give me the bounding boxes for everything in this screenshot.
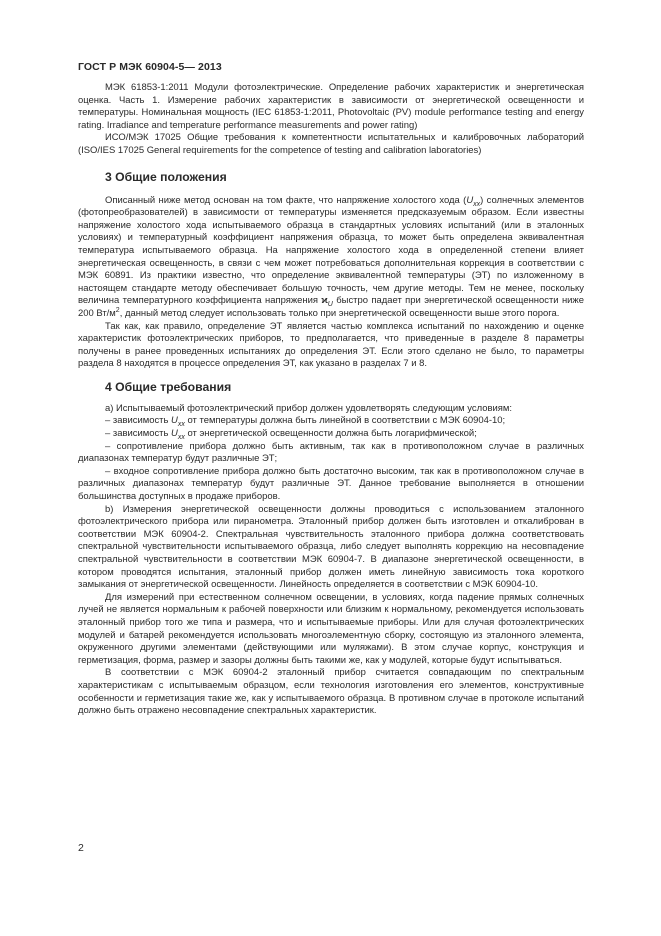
section-3-title: 3 Общие положения xyxy=(105,169,227,184)
requirement-a-item-4: – входное сопротивление прибора должно быть достаточно высоким, так как в противоположном случае в различных диапазонах температур будут различные ЭТ. Данное требование выполняется в отношении большинства доступных в продаже приборов. xyxy=(78,465,584,503)
section-3-paragraph-2: Так как, как правило, определение ЭТ является частью комплекса испытаний по нахождению и оценке характеристик фотоэлектрических приборов, то предполагается, что приведенные в разделе 8 параметры получены в ранее проведенных испытаниях до определения ЭТ. Если этого сделано не было, то параметры раздела 8 находятся в процессе определения ЭТ, как указано в разделах 7 и 8. xyxy=(78,320,584,370)
requirement-spectral-match: В соответствии с МЭК 60904-2 эталонный прибор считается совпадающим по спектральным характеристикам с испытываемым образцом, если технология изготовления его элементов, конструктивные особенности и герметизация такие же, как у испытываемого образца. В противном случае в протоколе испытаний должно быть отражено несовпадение спектральных характеристик. xyxy=(78,667,584,717)
page-number: 2 xyxy=(78,842,84,854)
requirement-a-item-1: – зависимость $U_{xx}$ от температуры должна быть линейной в соответствии с МЭК 60904-10; xyxy=(105,415,506,429)
page-content xyxy=(78,82,584,718)
requirement-a-item-3: – сопротивление прибора должно быть активным, так как в противоположном случае в различных диапазонах температур будут различные ЭТ; xyxy=(78,440,584,465)
requirement-a-item-2: – зависимость $U_{xx}$ от энергетической освещенности должна быть логарифмической; xyxy=(105,428,477,441)
reference-iec-61853: МЭК 61853-1:2011 Модули фотоэлектрические. Определение рабочих характеристик и энергетическая оценка. Часть 1. Измерение рабочих характеристик в зависимости от энергетической освещенности и температуры. Номинальная мощность (IEC 61853-1:2011, Photovoltaic (PV) module performance testing and energy rating. Irradiance and temperature performance measurements and power rating) xyxy=(78,82,584,131)
requirement-a-intro: а) Испытываемый фотоэлектрический прибор должен удовлетворять следующим условиям: xyxy=(105,402,512,414)
requirement-b: b) Измерения энергетической освещенности должны проводиться с использованием эталонного фотоэлектрического прибора или пиранометра. Эталонный прибор должен быть изготовлен и откалиброван в соответствии МЭК 60904-2. Спектральная чувствительность эталонного прибора должна соответствовать спектральной чувствительности испытываемого образца, либо следует выполнять коррекцию на несовпадение спектральной чувствительности в соответствии МЭК 60904-7. В диапазоне энергетической освещенности, в котором проводятся испытания, эталонный прибор должен иметь линейную зависимость тока короткого замыкания от энергетической освещенности. Линейность определяется в соответствии с МЭК 60904-10. xyxy=(78,503,584,591)
document-header: ГОСТ Р МЭК 60904-5— 2013 xyxy=(78,61,222,73)
reference-iso-17025: ИСО/МЭК 17025 Общие требования к компетентности испытательных и калибровочных лабораторий (ISO/IES 17025 General requirements for the competence of testing and calibration laboratories) xyxy=(78,132,584,156)
section-4-title: 4 Общие требования xyxy=(105,379,232,394)
section-3-paragraph-1: Описанный ниже метод основан на том факте, что напряжение холостого хода $(U_{xx})$ солнечных элементов (фотопреобразователей) в зависимости от температуры изменяется предсказуемым образом. Если известны напряжение холостого хода испытываемого образца в стандартных условиях испытаний (или в эталонных условиях) и температурный коэффициент напряжения образца, то может быть определена эквивалентная температура испытываемого образца. На напряжение холостого хода в определенной степени влияет энергетическая освещенность, в связи с чем может потребоваться дополнительная коррекция в соответствии с МЭК 60891. Из практики известно, что определение эквивалентной температуры (ЭТ) по изложенному в настоящем стандарте методу обеспечивает большую точность, чем другие методы. Тем не менее, поскольку величина температурного коэффициента напряжения $ϰ_U$ быстро падает при энергетической освещенности ниже 200 $Вт/м^2$, данный метод следует использовать только при энергетической освещенности выше этого порога. xyxy=(78,194,584,319)
requirement-natural-light: Для измерений при естественном солнечном освещении, в условиях, когда падение прямых солнечных лучей не является нормальным к рабочей поверхности или близким к нормальному, рекомендуется использовать эталонный прибор того же типа и размера, что и испытываемые приборы. Или для случая фотоэлектрических модулей и батарей рекомендуется использовать многоэлементную сборку, состоящую из эталонного элемента, окруженного другими элементами (действующими или муляжами). В этом случае корпус, конструкция и герметизация, форма, размер и зазоры должны быть такими же, как у модулей, которые будут испытываться. xyxy=(78,591,584,666)
